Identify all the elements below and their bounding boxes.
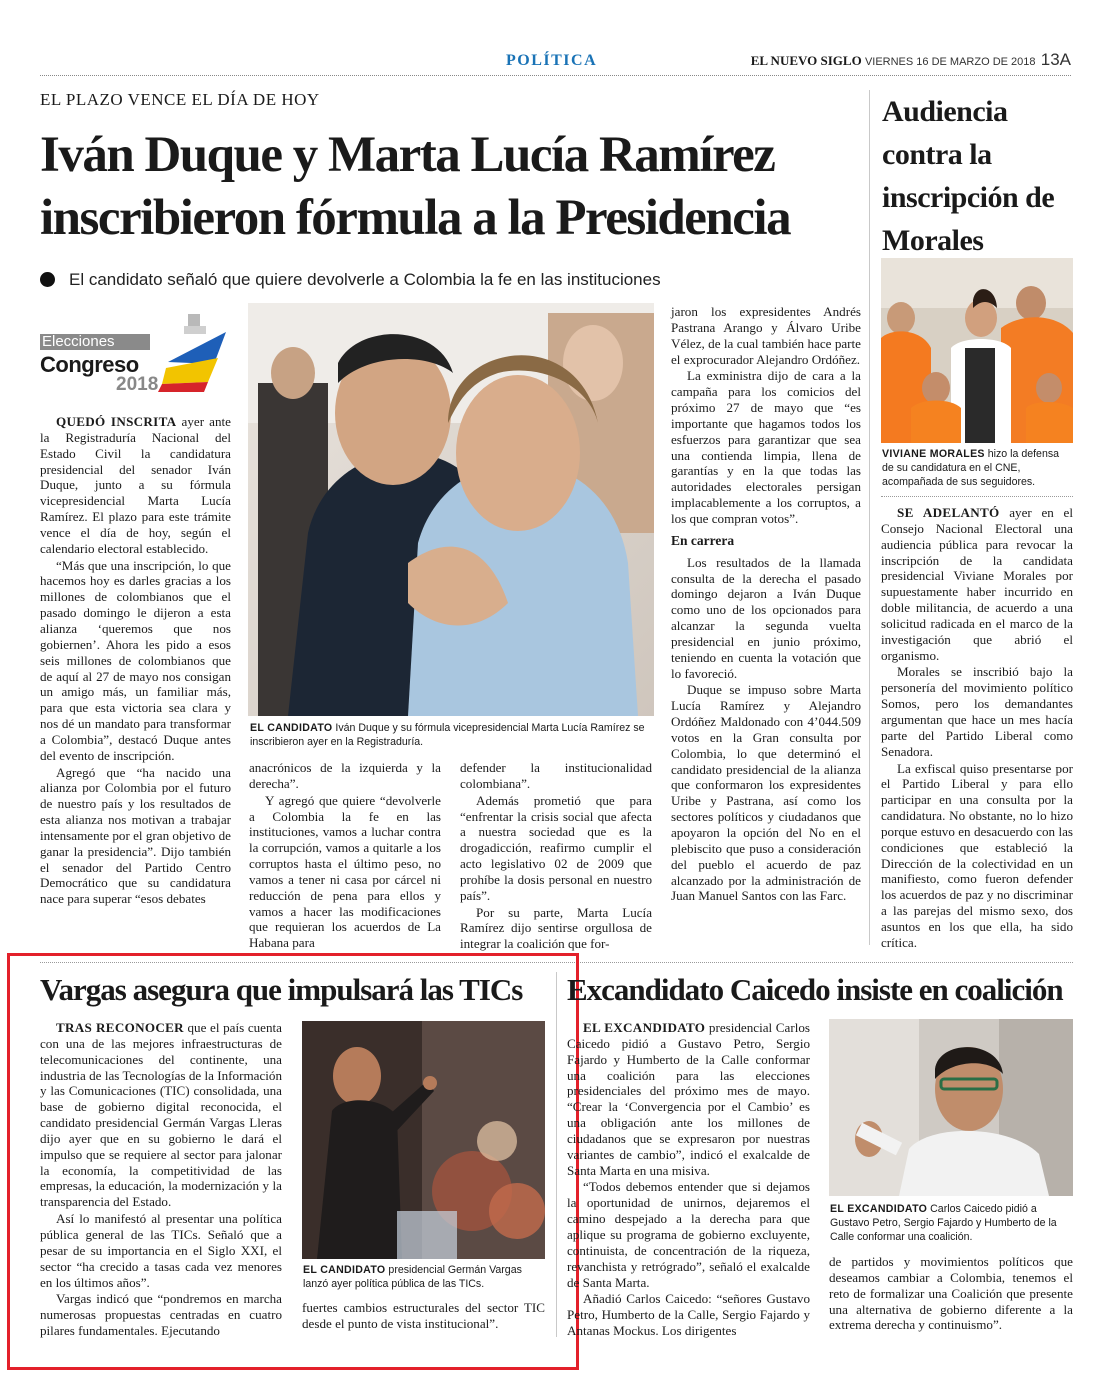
paragraph: “Más que una inscripción, lo que hacemos hoy es darles gracias a los millones de colombianos que el pasado domingo le dijeron a esta alianza ‘queremos que nos gobiernen’. Ahora les pido a esos seis millones de colombianos que de aquí al 27 de mayo nos consigan un amigo más, un familiar más, para que esta victoria sea clara y nos dé un mandato para transformar a Colombia”, destacó Duque antes del evento de inscripción. — [40, 557, 231, 763]
caption-lead: EL CANDIDATO — [250, 722, 333, 734]
masthead — [751, 50, 1071, 70]
paragraph: de partidos y movimientos políticos que deseamos cambiar a Colombia, tenemos el reto de formalizar una Coalición que presente una alternativa de gobierno diferente a la extrema derecha y continuismo”. — [829, 1254, 1073, 1333]
paragraph: jaron los expresidentes Andrés Pastrana Arango y Álvaro Uribe Vélez, de la cual también hace parte el exprocurador Alejandro Ordóñez. — [671, 304, 861, 367]
caicedo-column-1 — [567, 1020, 810, 1339]
paragraph: Morales se inscribió bajo la personería del movimiento político Somos, pero los demandantes argumentan que hace un mes hacía parte del Partido Liberal como Senadora. — [881, 664, 1073, 759]
main-column-4 — [671, 304, 861, 904]
paragraph: fuertes cambios estructurales del sector TIC desde el punto de vista institucional”. — [302, 1300, 545, 1331]
lead-in: TRAS RECONOCER — [56, 1020, 184, 1035]
vargas-headline: Vargas asegura que impulsará las TICs — [40, 972, 523, 1007]
caption-text: hizo la defensa de su candidatura en el CNE, acompañada de sus seguidores. — [882, 448, 1060, 488]
ballot-box-icon — [148, 312, 232, 396]
page-number: 13A — [1040, 50, 1071, 69]
paragraph: Además prometió que para “enfrentar la crisis social que afecta a nuestra sociedad que es la drogadicción, reafirmo cumplir el acto legislativo 02 de 2009 que prohíbe la dosis personal en nuestro país”. — [460, 792, 652, 903]
header-rule — [40, 75, 1071, 76]
paper-name: EL NUEVO SIGLO — [750, 53, 862, 68]
column-divider — [869, 90, 870, 945]
elections-logo — [40, 312, 232, 396]
column-subhead: En carrera — [671, 532, 735, 548]
sidebar-rule — [881, 496, 1073, 497]
paragraph: Así lo manifestó al presentar una política pública general de las TICs. Señaló que a pesar de su importancia en el Siglo XXI, el sector “ha crecido a tasas cada vez menores en los últimos años”. — [40, 1211, 282, 1290]
paragraph: La exministra dijo de cara a la campaña para los comicios del próximo 27 de mayo que “es importante que hagamos todos los esfuerzos para garantizar que sea una contienda limpia, llena de garantías y en la que todas las autoridades electorales persigan implacablemente a los corruptos, a los que compran votos”. — [671, 368, 861, 526]
deck-text: El candidato señaló que quiere devolverle a Colombia la fe en las instituciones — [69, 270, 661, 289]
main-column-2 — [249, 760, 441, 951]
caption-text: Carlos Caicedo pidió a Gustavo Petro, Sergio Fajardo y Humberto de la Calle conformar una coalición. — [830, 1203, 1057, 1243]
paragraph: anacrónicos de la izquierda y la derecha”. — [249, 760, 441, 791]
logo-line-3: 2018 — [116, 374, 159, 395]
paragraph: La exfiscal quiso presentarse por el Partido Liberal y para ello participar en una consulta por la candidatura. No obstante, no lo hizo porque estuvo en desacuerdo con las condiciones que estableció la Dirección de la colectividad en un manifiesto, como fueron defender los acuerdos de paz y no discriminar a las parejas del mismo sexo, dos asuntos en los que ella, ha sido crítica. — [881, 760, 1073, 950]
paragraph: ayer en el Consejo Nacional Electoral una audiencia pública para revocar la inscripción de la candidata presidencial Viviane Morales por supuestamente haber incurrido en doble militancia, de acuerdo a una solicitud radicada en el marco de la investigación que abrió el organismo. — [881, 505, 1073, 663]
lead-in: QUEDÓ INSCRITA — [56, 414, 177, 429]
caption-text: Iván Duque y su fórmula vicepresidencial Marta Lucía Ramírez se inscribieron ayer en la Registraduría. — [250, 722, 645, 748]
paragraph: que el país cuenta con una de las mejores infraestructuras de telecomunicaciones del continente, una industria de las Tecnologías de la Información y las Comunicaciones (TIC) consolidada, una base de gobierno digital reconocida, el candidato presidencial Germán Vargas Lleras dijo ayer que en su gobierno le dará el impulso que se requiere al sector para jalonar la economía, la competitividad de las empresas, la educación, la modernización y la transparencia del Estado. — [40, 1020, 282, 1210]
paragraph: Y agregó que quiere “devolverle a Colombia la fe en las instituciones, vamos a luchar contra la corrupción, vamos a quitarle a los corruptos hasta el último peso, no vamos a tener ni casa por cárcel ni reducción de pena para ellos y vamos a hacer las modificaciones que requieran los acuerdos de La Habana para — [249, 792, 441, 951]
main-column-1 — [40, 414, 231, 907]
column-divider — [556, 972, 557, 1337]
vargas-column-1 — [40, 1020, 282, 1339]
logo-line-2: Congreso — [40, 352, 139, 377]
kicker: EL PLAZO VENCE EL DÍA DE HOY — [40, 90, 320, 109]
caption-lead: EL EXCANDIDATO — [830, 1203, 928, 1215]
vargas-photo-caption — [303, 1263, 546, 1291]
paragraph: Agregó que “ha nacido una alianza por Colombia por el futuro de nuestro país y los resultados de esta alianza nos motivan a trabajar intensamente por el gran objetivo de ganar la presidencia”. Dijo también el senador del Partido Centro Democrático que su candidatura nace para superar “esos debates — [40, 764, 231, 907]
paragraph: Vargas indicó que “pondremos en marcha numerosas propuestas centradas en cuatro pilares fundamentales. Ejecutando — [40, 1291, 282, 1339]
logo-line-1: Elecciones — [40, 334, 150, 350]
paragraph: “Todos debemos entender que si dejamos la oportunidad de unirnos, dejaremos el camino despejado a la derecha para que aplique su programa de gobierno excluyente, continuista, de concentración de la riqueza, revanchista y retrógrado”, señaló el exalcalde de Santa Marta. — [567, 1179, 810, 1290]
sidebar-photo — [881, 258, 1073, 443]
paragraph: Duque se impuso sobre Marta Lucía Ramírez y Alejandro Ordóñez Maldonado con 4’044.509 votos en la Gran consulta por Colombia, lo que determinó el candidato presidencial de la alianza que conformaron los expresidentes Uribe y Pastrana, así como los sectores políticos y ciudadanos que apoyaron la opción del No en el plebiscito que puso a consideración del pueblo el acuerdo de paz alcanzado por la administración de Juan Manuel Santos con las Farc. — [671, 682, 861, 904]
paragraph: Añadió Carlos Caicedo: “señores Gustavo Petro, Humberto de la Calle, Sergio Fajardo y Antanas Mockus. Los dirigentes — [567, 1291, 810, 1339]
paragraph: Los resultados de la llamada consulta de la derecha el pasado domingo dejaron a Iván Duque como uno de los opcionados para alcanzar la segunda vuelta presidencial en junio próximo, teniendo en cuenta la votación que lo favoreció. — [671, 554, 861, 681]
paragraph: Por su parte, Marta Lucía Ramírez dijo sentirse orgullosa de integrar la coalición que for- — [460, 904, 652, 952]
vargas-photo — [302, 1021, 545, 1259]
caicedo-photo — [829, 1019, 1073, 1196]
issue-date: VIERNES 16 DE MARZO DE 2018 — [864, 56, 1036, 68]
caicedo-headline: Excandidato Caicedo insiste en coalición — [567, 972, 1063, 1007]
paragraph: ayer ante la Registraduría Nacional del Estado Civil la candidatura presidencial del senador Iván Duque, junto a su fórmula vicepresidencial Marta Lucía Ramírez. El plazo para este trámite vence el día de hoy, según el calendario electoral establecido. — [40, 414, 231, 556]
caption-text: presidencial Germán Vargas lanzó ayer política pública de las TICs. — [303, 1264, 522, 1290]
main-photo-caption — [250, 721, 654, 749]
sidebar-photo-caption — [882, 447, 1073, 489]
caption-lead: VIVIANE MORALES — [882, 448, 985, 460]
lead-in: EL EXCANDIDATO — [583, 1020, 706, 1035]
main-photo — [248, 303, 654, 716]
caicedo-photo-caption — [830, 1202, 1073, 1244]
caption-lead: EL CANDIDATO — [303, 1264, 386, 1276]
deck — [40, 270, 661, 290]
bullet-icon — [40, 272, 55, 287]
main-headline: Iván Duque y Marta Lucía Ramírez inscribieron fórmula a la Presidencia — [40, 127, 791, 246]
section-name: POLÍTICA — [506, 52, 598, 69]
sidebar-headline: Audiencia contra la inscripción de Morales — [882, 95, 1055, 257]
paragraph: presidencial Carlos Caicedo pidió a Gustavo Petro, Sergio Fajardo y Humberto de la Calle conformar una coalición para las elecciones presidenciales del próximo mes de mayo. “Crear la ‘Convergencia por el Cambio’ es una obligación ante los millones de ciudadanos que se expresaron por nuestras variantes de cambio”, indicó el exalcalde de Santa Marta en una misiva. — [567, 1020, 810, 1178]
lead-in: SE ADELANTÓ — [897, 505, 1000, 520]
sidebar-text — [881, 505, 1073, 951]
paragraph: defender la institucionalidad colombiana”. — [460, 760, 652, 791]
caicedo-column-2 — [829, 1254, 1073, 1333]
main-column-3 — [460, 760, 652, 952]
vargas-column-2 — [302, 1300, 545, 1332]
